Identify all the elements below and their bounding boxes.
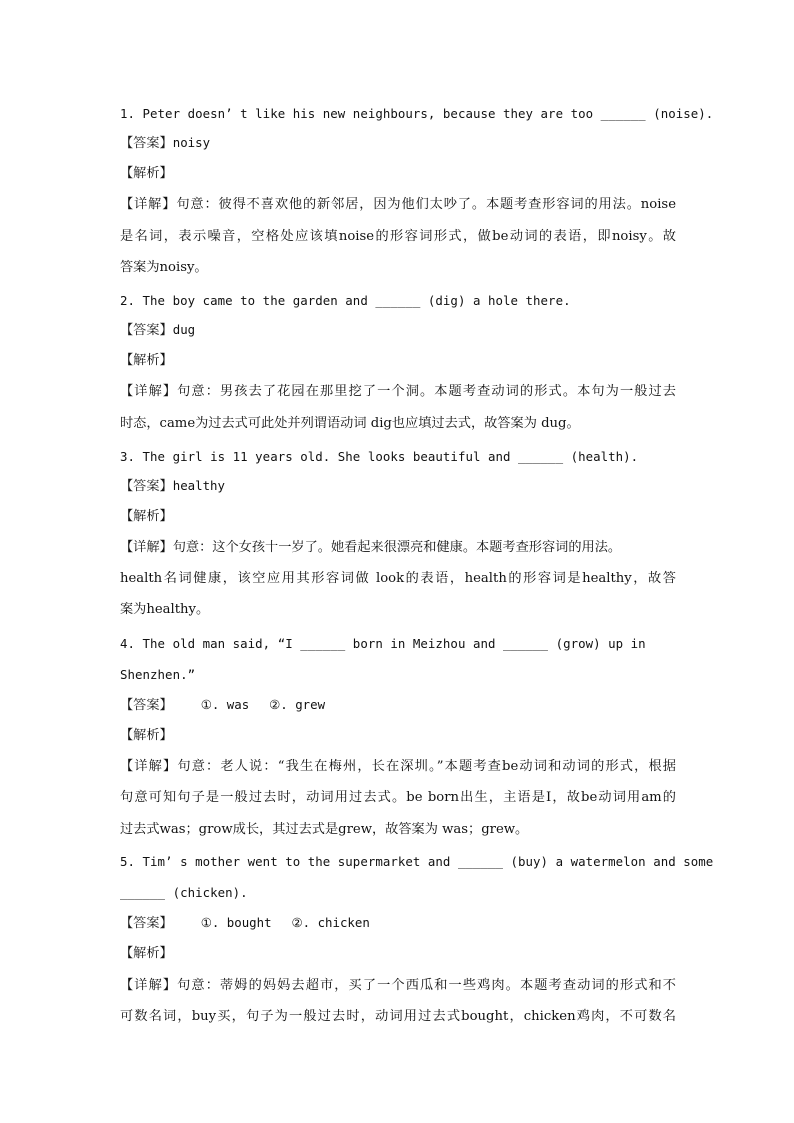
detail-5-line-1	[120, 976, 676, 996]
answer-label: 【答案】	[120, 916, 173, 931]
answer-row-1	[120, 133, 676, 154]
analysis-label: 【解析】	[120, 728, 173, 743]
detail-label: 【详解】	[120, 759, 178, 774]
detail-label: 【详解】	[120, 540, 173, 555]
detail-text: 句意：男孩去了花园在那里挖了一个洞。本题考查动词的形式。本句为一般过去	[177, 384, 676, 399]
answer-row-3	[120, 476, 676, 497]
analysis-label: 【解析】	[120, 946, 173, 961]
detail-3-line-3: 案为healthy。	[120, 602, 210, 617]
answer-value: dug	[172, 322, 196, 337]
question-5-line-1: 5. Tim’ s mother went to the supermarket and ______ (buy) a watermelon and some	[120, 854, 714, 869]
answer-label: 【答案】	[120, 479, 173, 494]
detail-4-line-2: 句意可知句子是一般过去时，动词用过去式。be born出生，主语是I，故be动词用am的	[120, 790, 676, 805]
detail-label: 【详解】	[120, 384, 178, 399]
answer-label: 【答案】	[120, 136, 173, 151]
detail-text: 句意：老人说：“我生在梅州，长在深圳。”本题考查be动词和动词的形式，根据	[177, 759, 676, 774]
answer-row-4	[120, 695, 676, 716]
detail-3-line-1	[120, 538, 676, 558]
answer-part-1: ①. was	[200, 697, 250, 712]
detail-label: 【详解】	[120, 197, 177, 212]
detail-text: 句意：彼得不喜欢他的新邻居，因为他们太吵了。本题考查形容词的用法。noise	[176, 197, 676, 212]
detail-label: 【详解】	[120, 978, 178, 993]
detail-1-line-1	[120, 195, 676, 215]
detail-3-line-2: health名词健康，该空应用其形容词做 look的表语，health的形容词是healthy，故答	[120, 571, 676, 586]
answer-part-1: ①. bought	[200, 915, 272, 930]
answer-label: 【答案】	[120, 323, 173, 338]
question-4-line-2: Shenzhen.”	[120, 667, 196, 682]
analysis-label: 【解析】	[120, 166, 173, 181]
question-2: 2. The boy came to the garden and ______ (dig) a hole there.	[120, 293, 571, 308]
detail-1-line-2: 是名词，表示噪音，空格处应该填noise的形容词形式，做be动词的表语，即noisy。故	[120, 229, 676, 244]
question-4-line-1: 4. The old man said, “I ______ born in Meizhou and ______ (grow) up in	[120, 636, 646, 651]
detail-5-line-2: 可数名词，buy买，句子为一般过去时，动词用过去式bought，chicken鸡肉，不可数名	[120, 1009, 676, 1024]
analysis-label: 【解析】	[120, 509, 173, 524]
detail-text: 句意：这个女孩十一岁了。她看起来很漂亮和健康。本题考查形容词的用法。	[172, 540, 622, 555]
detail-2-line-2: 时态，came为过去式可此处并列谓语动词 dig也应填过去式，故答案为 dug。	[120, 416, 580, 431]
answer-row-5	[120, 913, 676, 934]
question-3: 3. The girl is 11 years old. She looks beautiful and ______ (health).	[120, 449, 639, 464]
answer-value: noisy	[172, 135, 211, 150]
answer-label: 【答案】	[120, 698, 173, 713]
answer-row-2	[120, 320, 676, 341]
detail-4-line-3: 过去式was；grow成长，其过去式是grew，故答案为 was；grew。	[120, 822, 529, 837]
detail-4-line-1	[120, 757, 676, 777]
detail-1-line-3: 答案为noisy。	[120, 260, 208, 275]
question-5-line-2: ______ (chicken).	[120, 885, 248, 900]
answer-value: healthy	[172, 478, 225, 493]
detail-text: 句意：蒂姆的妈妈去超市，买了一个西瓜和一些鸡肉。本题考查动词的形式和不	[177, 978, 676, 993]
answer-part-2: ②. chicken	[291, 915, 370, 930]
answer-part-2: ②. grew	[269, 697, 326, 712]
analysis-label: 【解析】	[120, 353, 173, 368]
detail-2-line-1	[120, 382, 676, 402]
question-1: 1. Peter doesn’ t like his new neighbours, because they are too ______ (noise).	[120, 106, 714, 121]
